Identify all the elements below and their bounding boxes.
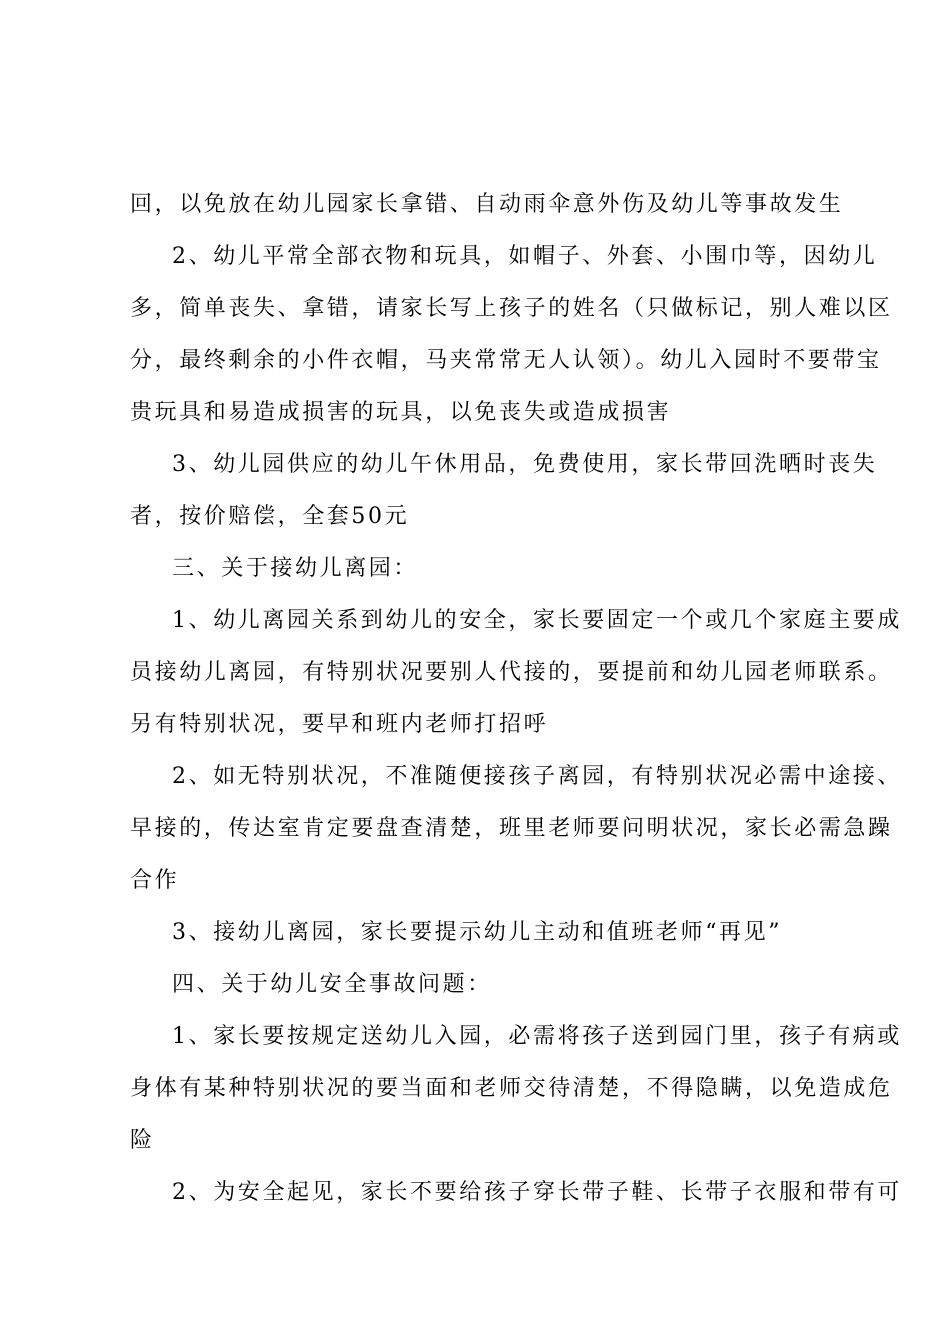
text-line: 者，按价赔偿，全套50元 [130,504,410,529]
text-line: 2、为安全起见，家长不要给孩子穿长带子鞋、长带子衣服和带有可 [172,1180,902,1205]
text-line: 1、家长要按规定送幼儿入园，必需将孩子送到园门里，孩子有病或 [172,1024,902,1049]
text-line: 另有特别状况，要早和班内老师打招呼 [130,712,549,737]
text-line: 回，以免放在幼儿园家长拿错、自动雨伞意外伤及幼儿等事故发生 [130,192,844,217]
text-line: 员接幼儿离园，有特别状况要别人代接的，要提前和幼儿园老师联系。 [130,660,893,685]
text-line: 3、幼儿园供应的幼儿午休用品，免费使用，家长带回洗晒时丧失 [172,452,878,477]
text-line: 早接的，传达室肯定要盘查清楚，班里老师要问明状况，家长必需急躁 [130,816,893,841]
text-line: 合作 [130,868,180,893]
text-line: 1、幼儿离园关系到幼儿的安全，家长要固定一个或几个家庭主要成 [172,608,902,633]
text-line: 身体有某种特别状况的要当面和老师交待清楚，不得隐瞒，以免造成危 [130,1076,893,1101]
text-line: 2、幼儿平常全部衣物和玩具，如帽子、外套、小围巾等，因幼儿 [172,244,878,269]
section-heading: 三、关于接幼儿离园： [172,556,419,581]
text-line: 贵玩具和易造成损害的玩具，以免丧失或造成损害 [130,400,672,425]
text-line: 多，简单丧失、拿错，请家长写上孩子的姓名（只做标记，别人难以区 [130,296,893,321]
section-heading: 四、关于幼儿安全事故问题： [172,972,492,997]
text-line: 分，最终剩余的小件衣帽，马夹常常无人认领）。幼儿入园时不要带宝 [130,348,882,373]
text-line: 2、如无特别状况，不准随便接孩子离园，有特别状况必需中途接、 [172,764,902,789]
text-line: 3、接幼儿离园，家长要提示幼儿主动和值班老师“再见” [172,920,783,945]
text-line: 险 [130,1128,155,1153]
